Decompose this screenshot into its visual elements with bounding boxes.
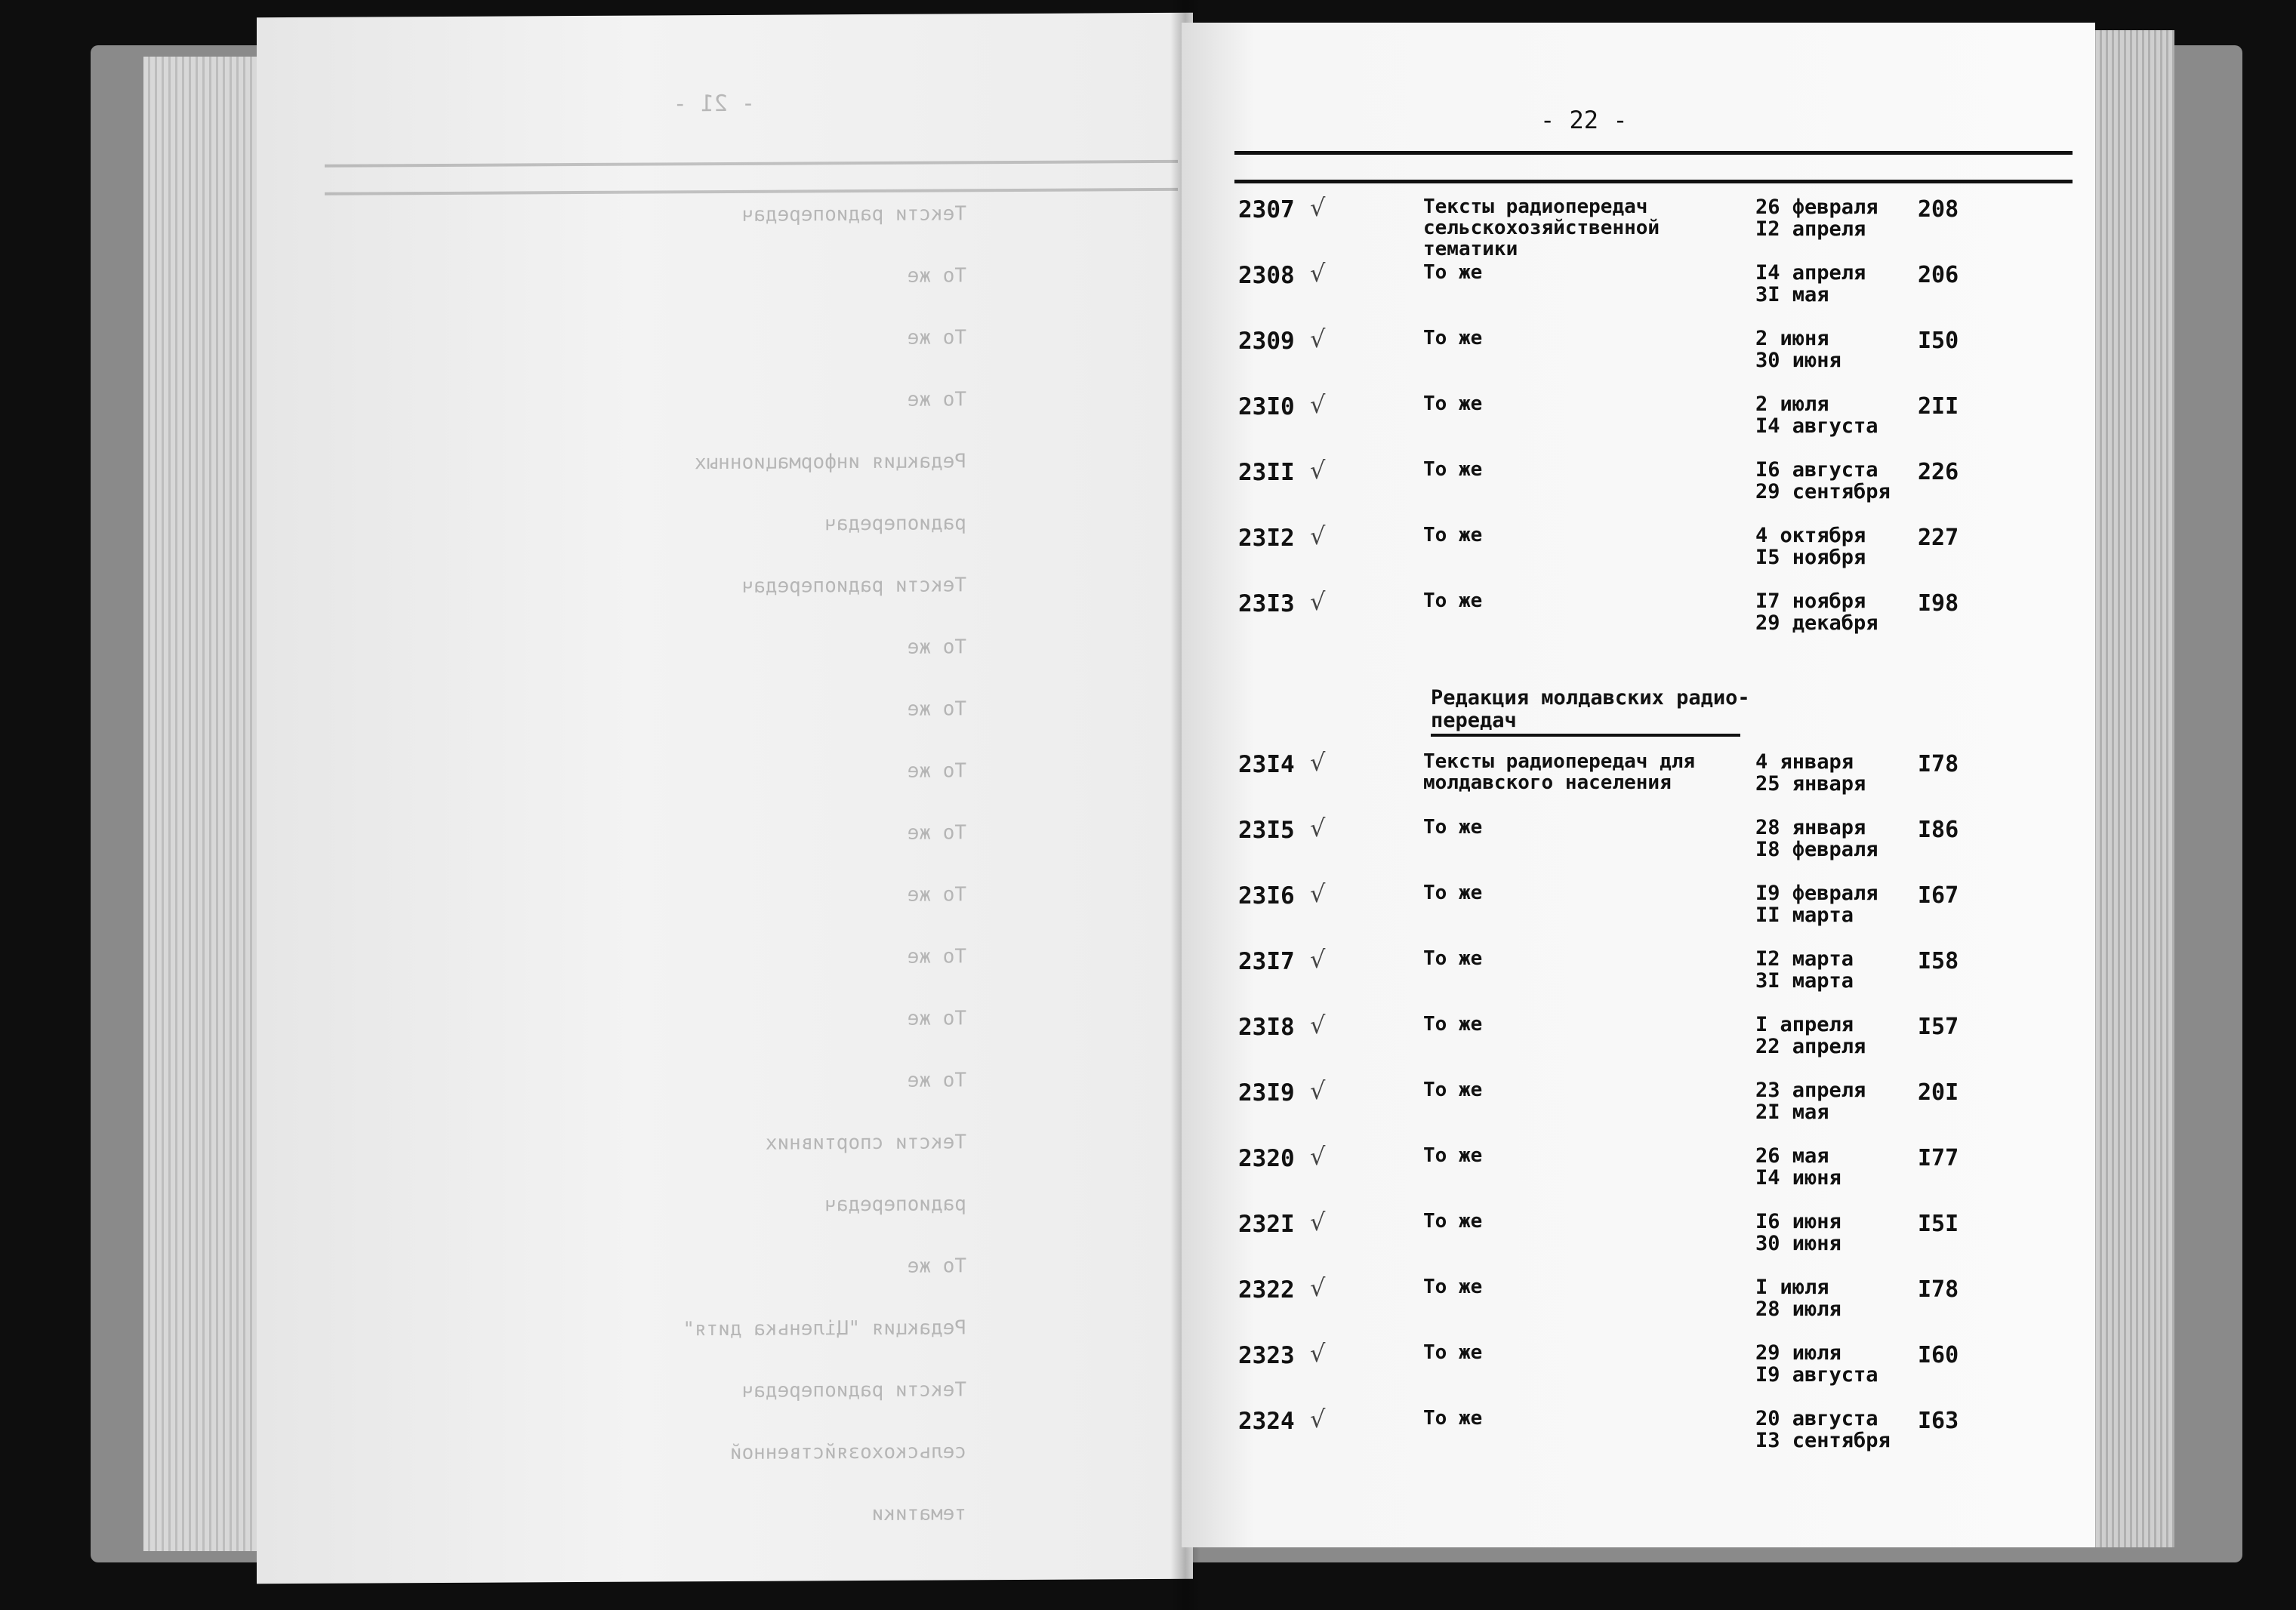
item-dates: I9 февраля II марта bbox=[1755, 882, 1878, 927]
header-rule bbox=[325, 188, 1178, 195]
item-title: То же bbox=[1423, 1210, 1483, 1233]
item-pages: I77 bbox=[1918, 1145, 1959, 1171]
ghost-line: радиопередач bbox=[824, 512, 966, 536]
check-mark-icon: √ bbox=[1310, 1339, 1326, 1368]
item-dates: 26 мая I4 июня bbox=[1755, 1144, 1841, 1190]
check-mark-icon: √ bbox=[1310, 748, 1326, 777]
item-pages: 20I bbox=[1918, 1079, 1959, 1106]
item-pages: 206 bbox=[1918, 262, 1959, 288]
ghost-line: сельскохозяйственной bbox=[729, 1440, 966, 1464]
section-heading: Редакция молдавских радио- передач bbox=[1431, 686, 1750, 732]
check-mark-icon: √ bbox=[1310, 456, 1326, 485]
ghost-line: То же bbox=[907, 636, 966, 659]
item-dates: 4 января 25 января bbox=[1755, 750, 1866, 796]
table-row bbox=[1182, 1339, 2095, 1402]
table-row bbox=[1182, 1208, 2095, 1271]
ghost-line: То же bbox=[907, 264, 966, 288]
check-mark-icon: √ bbox=[1310, 587, 1326, 616]
table-row bbox=[1182, 1273, 2095, 1337]
item-number: 23I4 bbox=[1238, 751, 1295, 778]
item-number: 23I7 bbox=[1238, 948, 1295, 975]
header-rule-bottom bbox=[1234, 180, 2073, 183]
ghost-line: То же bbox=[907, 697, 966, 721]
item-number: 2309 bbox=[1238, 328, 1295, 355]
item-title: То же bbox=[1423, 327, 1483, 349]
table-row bbox=[1182, 325, 2095, 388]
check-mark-icon: √ bbox=[1310, 259, 1326, 288]
item-dates: I4 апреля 3I мая bbox=[1755, 261, 1866, 306]
item-dates: I7 ноября 29 декабря bbox=[1755, 590, 1878, 635]
item-title: То же bbox=[1423, 947, 1483, 970]
item-number: 23I8 bbox=[1238, 1014, 1295, 1041]
left-page-number: - 21 - bbox=[673, 90, 755, 118]
table-row bbox=[1182, 1405, 2095, 1468]
item-number: 23I3 bbox=[1238, 590, 1295, 617]
item-title: То же bbox=[1423, 524, 1483, 546]
check-mark-icon: √ bbox=[1310, 814, 1326, 842]
page-stack-right bbox=[2084, 30, 2174, 1547]
item-dates: 2 июня 30 июня bbox=[1755, 327, 1841, 372]
table-row bbox=[1182, 1011, 2095, 1074]
table-row bbox=[1182, 259, 2095, 322]
ghost-line: То же bbox=[907, 388, 966, 411]
item-dates: 2 июля I4 августа bbox=[1755, 392, 1878, 438]
ghost-line: Тексти радиопередач bbox=[741, 574, 966, 598]
check-mark-icon: √ bbox=[1310, 879, 1326, 908]
item-title: Тексты радиопередач сельскохозяйственной тематики bbox=[1423, 195, 1660, 260]
item-pages: I50 bbox=[1918, 328, 1959, 354]
item-title: Тексты радиопередач для молдавского населения bbox=[1423, 750, 1696, 794]
table-row bbox=[1182, 456, 2095, 519]
table-row bbox=[1182, 879, 2095, 943]
item-dates: 4 октября I5 ноября bbox=[1755, 524, 1866, 569]
table-row bbox=[1182, 748, 2095, 811]
item-dates: 29 июля I9 августа bbox=[1755, 1341, 1878, 1387]
item-dates: 20 августа I3 сентября bbox=[1755, 1407, 1891, 1452]
ghost-line: То же bbox=[907, 945, 966, 968]
item-number: 23I6 bbox=[1238, 882, 1295, 910]
check-mark-icon: √ bbox=[1310, 1273, 1326, 1302]
section-heading-underline bbox=[1431, 734, 1740, 737]
item-number: 23I0 bbox=[1238, 393, 1295, 420]
item-dates: I2 марта 3I марта bbox=[1755, 947, 1854, 993]
item-title: То же bbox=[1423, 1341, 1483, 1364]
left-page bbox=[257, 13, 1193, 1584]
item-pages: 2II bbox=[1918, 393, 1959, 420]
item-number: 2307 bbox=[1238, 196, 1295, 223]
item-dates: I6 июня 30 июня bbox=[1755, 1210, 1841, 1255]
ghost-line: То же bbox=[907, 821, 966, 845]
check-mark-icon: √ bbox=[1310, 390, 1326, 419]
check-mark-icon: √ bbox=[1310, 522, 1326, 550]
ghost-line: То же bbox=[907, 1007, 966, 1030]
item-dates: 28 января I8 февраля bbox=[1755, 816, 1878, 861]
item-number: 23I2 bbox=[1238, 525, 1295, 552]
table-row bbox=[1182, 193, 2095, 260]
check-mark-icon: √ bbox=[1310, 1208, 1326, 1236]
ghost-line: То же bbox=[907, 326, 966, 349]
check-mark-icon: √ bbox=[1310, 945, 1326, 974]
item-dates: 23 апреля 2I мая bbox=[1755, 1079, 1866, 1124]
item-pages: I5I bbox=[1918, 1211, 1959, 1237]
item-pages: I58 bbox=[1918, 948, 1959, 974]
item-dates: I6 августа 29 сентября bbox=[1755, 458, 1891, 503]
item-number: 23I9 bbox=[1238, 1079, 1295, 1107]
item-number: 23I5 bbox=[1238, 817, 1295, 844]
table-row bbox=[1182, 587, 2095, 651]
header-rule-top bbox=[1234, 151, 2073, 155]
item-title: То же bbox=[1423, 816, 1483, 839]
right-page-number: - 22 - bbox=[1540, 106, 1628, 134]
item-pages: I86 bbox=[1918, 817, 1959, 843]
item-pages: I78 bbox=[1918, 751, 1959, 777]
check-mark-icon: √ bbox=[1310, 1076, 1326, 1105]
item-title: То же bbox=[1423, 1407, 1483, 1430]
check-mark-icon: √ bbox=[1310, 325, 1326, 353]
ghost-line: Тексти радиопередач bbox=[741, 202, 966, 226]
ghost-line: Тексти спортивних bbox=[765, 1131, 966, 1155]
item-number: 2308 bbox=[1238, 262, 1295, 289]
item-number: 232I bbox=[1238, 1211, 1295, 1238]
item-pages: 226 bbox=[1918, 459, 1959, 485]
table-row bbox=[1182, 1142, 2095, 1205]
ghost-line: То же bbox=[907, 759, 966, 783]
item-pages: I67 bbox=[1918, 882, 1959, 909]
ghost-line: То же bbox=[907, 1069, 966, 1092]
check-mark-icon: √ bbox=[1310, 1405, 1326, 1433]
ghost-line: Редакция информационных bbox=[694, 450, 966, 475]
ghost-line: тематики bbox=[871, 1502, 966, 1525]
item-pages: I63 bbox=[1918, 1408, 1959, 1434]
item-title: То же bbox=[1423, 590, 1483, 612]
check-mark-icon: √ bbox=[1310, 1142, 1326, 1171]
table-row bbox=[1182, 522, 2095, 585]
item-pages: 227 bbox=[1918, 525, 1959, 551]
ghost-line: Редакция "Ціленька дитя" bbox=[683, 1316, 966, 1341]
item-dates: I апреля 22 апреля bbox=[1755, 1013, 1866, 1058]
check-mark-icon: √ bbox=[1310, 193, 1326, 222]
item-number: 2320 bbox=[1238, 1145, 1295, 1172]
item-title: То же bbox=[1423, 261, 1483, 284]
bleed-through-text bbox=[257, 13, 1193, 1584]
item-title: То же bbox=[1423, 458, 1483, 481]
right-page bbox=[1182, 23, 2095, 1547]
ghost-line: То же bbox=[907, 1254, 966, 1278]
table-row bbox=[1182, 390, 2095, 454]
item-title: То же bbox=[1423, 392, 1483, 415]
item-dates: I июля 28 июля bbox=[1755, 1276, 1841, 1321]
item-title: То же bbox=[1423, 882, 1483, 904]
table-row bbox=[1182, 814, 2095, 877]
item-dates: 26 февраля I2 апреля bbox=[1755, 195, 1878, 241]
item-number: 2324 bbox=[1238, 1408, 1295, 1435]
item-pages: I57 bbox=[1918, 1014, 1959, 1040]
item-pages: I60 bbox=[1918, 1342, 1959, 1368]
table-row bbox=[1182, 945, 2095, 1008]
item-title: То же bbox=[1423, 1079, 1483, 1101]
item-number: 2322 bbox=[1238, 1276, 1295, 1304]
item-pages: 208 bbox=[1918, 196, 1959, 223]
ghost-line: радиопередач bbox=[824, 1193, 966, 1217]
item-pages: I78 bbox=[1918, 1276, 1959, 1303]
check-mark-icon: √ bbox=[1310, 1011, 1326, 1039]
item-title: То же bbox=[1423, 1013, 1483, 1036]
item-number: 2323 bbox=[1238, 1342, 1295, 1369]
item-title: То же bbox=[1423, 1144, 1483, 1167]
header-rule bbox=[325, 160, 1178, 168]
item-title: То же bbox=[1423, 1276, 1483, 1298]
item-number: 23II bbox=[1238, 459, 1295, 486]
table-row bbox=[1182, 1076, 2095, 1140]
ghost-line: Тексти радиопередач bbox=[741, 1378, 966, 1402]
item-pages: I98 bbox=[1918, 590, 1959, 617]
ghost-line: То же bbox=[907, 883, 966, 907]
